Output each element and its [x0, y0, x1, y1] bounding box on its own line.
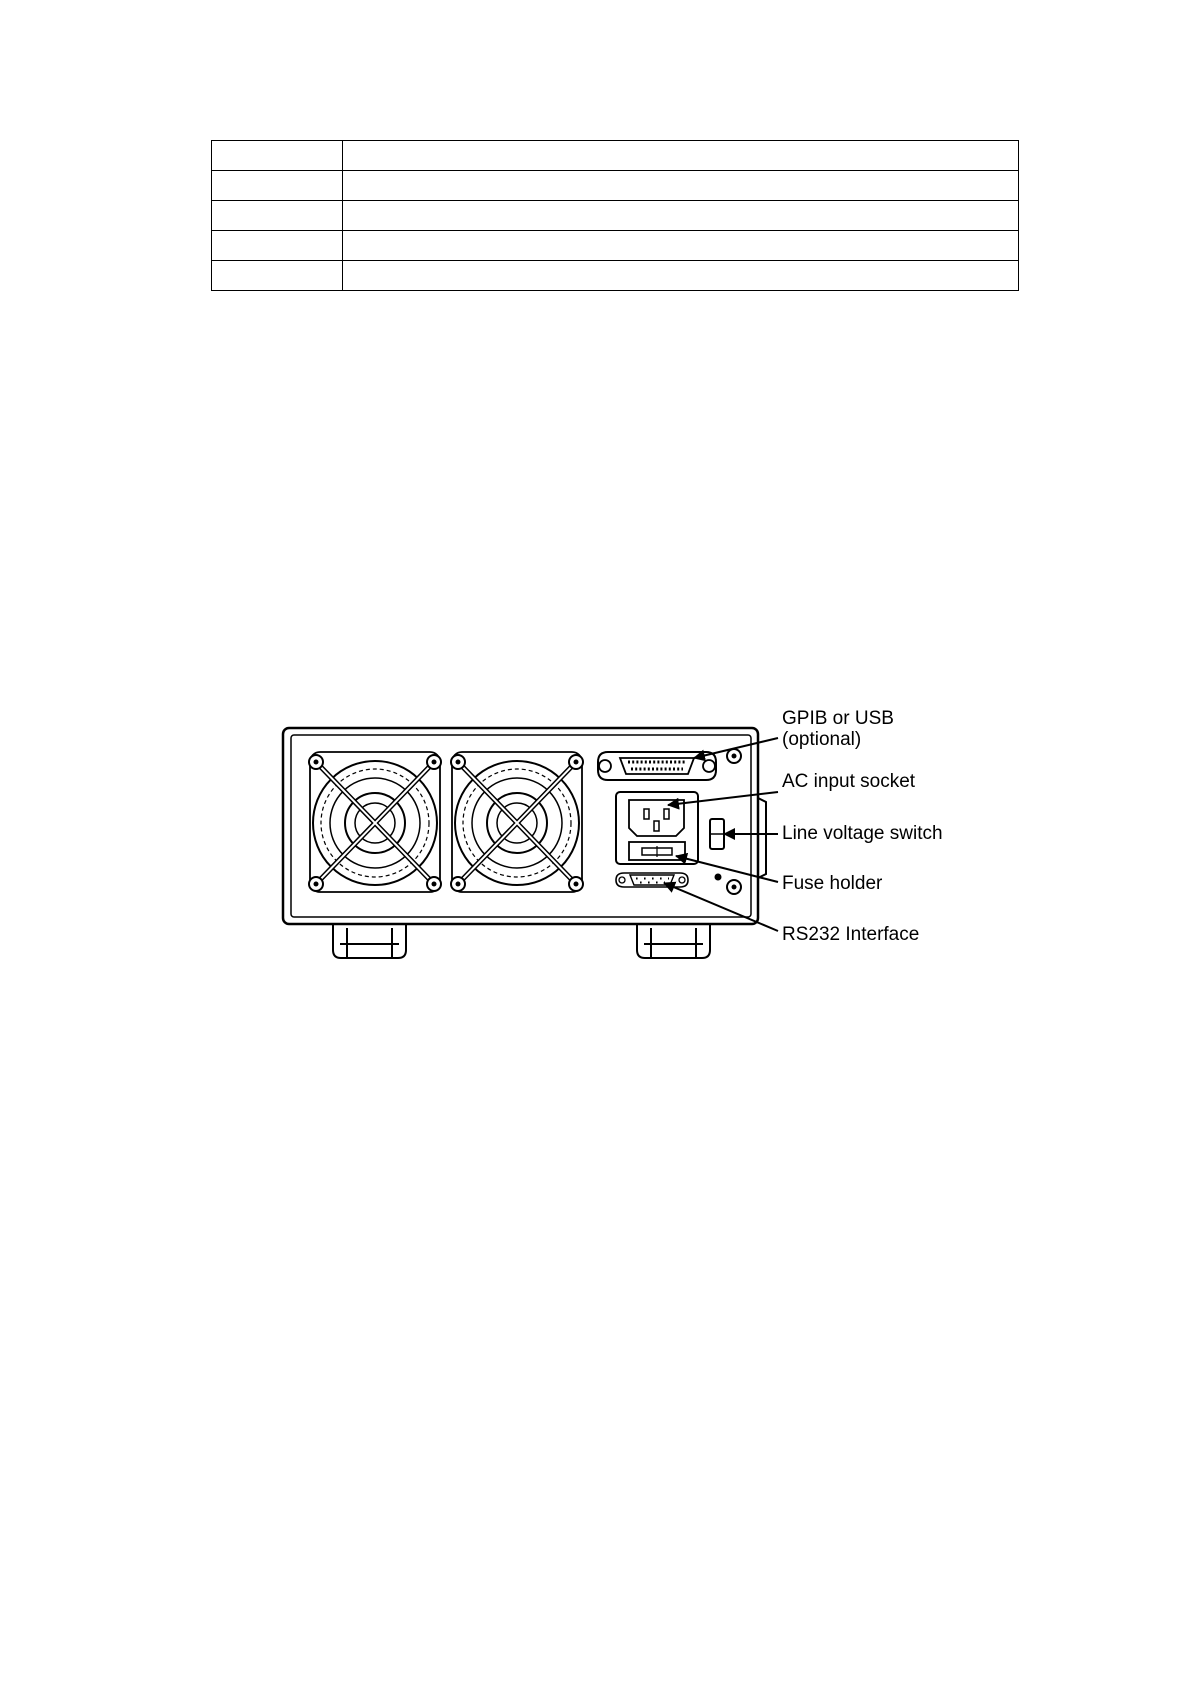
indicator-dot: [715, 874, 722, 881]
callout-line-voltage: Line voltage switch: [782, 823, 943, 844]
rs232-connector: [616, 873, 688, 887]
right-foot: [637, 922, 710, 958]
left-foot: [333, 922, 406, 958]
callout-fuse-holder: Fuse holder: [782, 873, 883, 894]
callout-ac-input: AC input socket: [782, 771, 916, 792]
callout-gpib: GPIB or USB (optional): [782, 708, 894, 750]
line-voltage-switch: [710, 819, 724, 849]
callout-rs232: RS232 Interface: [782, 924, 920, 945]
